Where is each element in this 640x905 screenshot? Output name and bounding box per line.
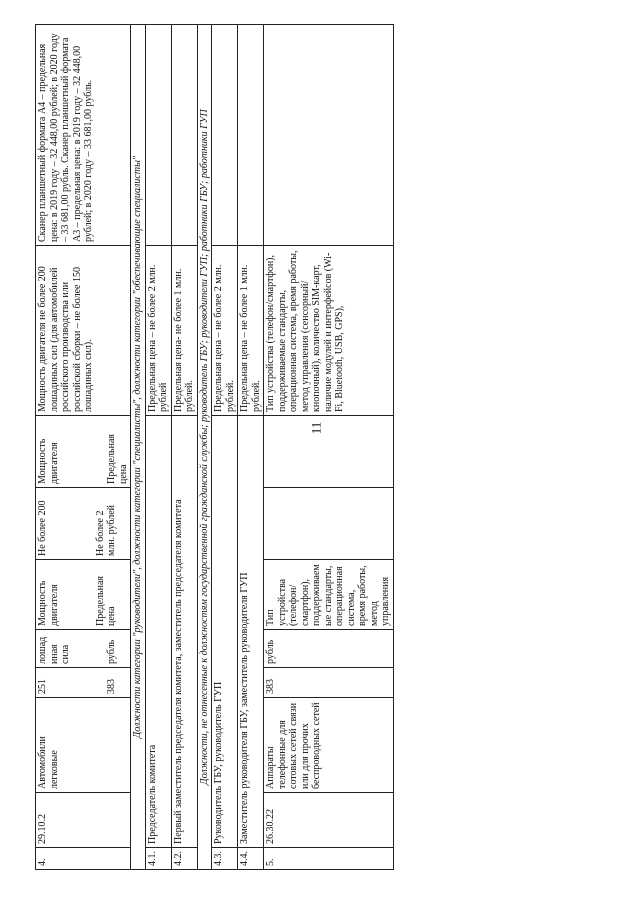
item-name: Аппараты телефонные для сотовых сетей связи или для прочих беспроводных сетей <box>264 698 394 793</box>
row-num: 4. <box>36 848 131 870</box>
position-name: Руководитель ГБУ, руководитель ГУП <box>212 416 238 848</box>
row-num: 4.3. <box>212 848 238 870</box>
row-num: 4.4. <box>238 848 264 870</box>
limit-value: Предельная цена – не более 2 млн. рублей <box>145 246 171 416</box>
row-num: 4.2. <box>171 848 197 870</box>
value-b: Мощность двигателя не более 200 лошадиных сил (для автомобилей российского производства или российской сборки – не более 150 лошадиных сил). <box>36 246 131 416</box>
characteristic-value: Не более 200 Не более 2 млн. рублей <box>36 488 131 560</box>
limit-value: Предельная цена- не более 1 млн. рублей. <box>171 246 197 416</box>
characteristic: Мощность двигателя Предельная цена <box>36 560 131 630</box>
row-num: 4.1. <box>145 848 171 870</box>
okpd-code: 26.30.22 <box>264 793 394 848</box>
table-row <box>212 25 238 870</box>
item-name: Автомобили легковые <box>36 698 131 793</box>
position-name: Заместитель руководителя ГБУ, заместитель руководителя ГУП <box>238 416 264 848</box>
table-row <box>145 25 171 870</box>
unit: рубль <box>264 630 394 668</box>
section-header-row <box>197 25 212 870</box>
section-header: Должности, не отнесенные к должностям государственной гражданской службы; руководитель ГБУ; руководители ГУП; работники ГБУ; работники ГУП <box>197 25 212 870</box>
table-row <box>171 25 197 870</box>
section-header: Должности категории "руководители", должности категории "специалисты", должности категории "обеспечивающие специалисты" <box>131 25 146 870</box>
table-row <box>36 25 131 870</box>
limit-value: Предельная цена – не более 2 млн. рублей. <box>212 246 238 416</box>
unit: лошадиная сила рубль <box>36 630 131 668</box>
okei-code: 251 383 <box>36 668 131 698</box>
table-row <box>238 25 264 870</box>
scanner-cell: Сканер планшетный формата А4 – предельная цена: в 2019 году – 32 448,00 рублей; в 2020 году – 33 681,00 рубль. Сканер планшетный формата А3 – предельная цена: в 2019 году – 32 448,00 рублей; в 2020 году – 33 681,00 рубль. <box>36 25 131 246</box>
position-name: Председатель комитета <box>145 416 171 848</box>
section-header-row <box>131 25 146 870</box>
value-b: Тип устройства (телефон/смартфон), поддерживаемые стандарты, операционная система, время работы, метод управления (сенсорный/кнопочный), количество SIM-карт, наличие модулей и интерфейсов (Wi-Fi, Bluetooth, USB, GPS), <box>264 246 394 416</box>
characteristic-b: Мощность двигателя Предельная цена <box>36 416 131 488</box>
table-row <box>264 25 394 870</box>
okei-code: 383 <box>264 668 394 698</box>
row-num: 5. <box>264 848 394 870</box>
page-number: 11 <box>308 421 324 435</box>
okpd-code: 29.10.2 <box>36 793 131 848</box>
limit-value: Предельная цена – не более 1 млн. рублей. <box>238 246 264 416</box>
position-name: Первый заместитель председателя комитета, заместитель председателя комитета <box>171 416 197 848</box>
characteristic: Тип устройства (телефон/смартфон), поддерживаемые стандарты, операционная система, время работы, метод управления <box>264 560 394 630</box>
requirements-table <box>35 24 394 870</box>
rotated-table-sheet <box>35 25 575 870</box>
